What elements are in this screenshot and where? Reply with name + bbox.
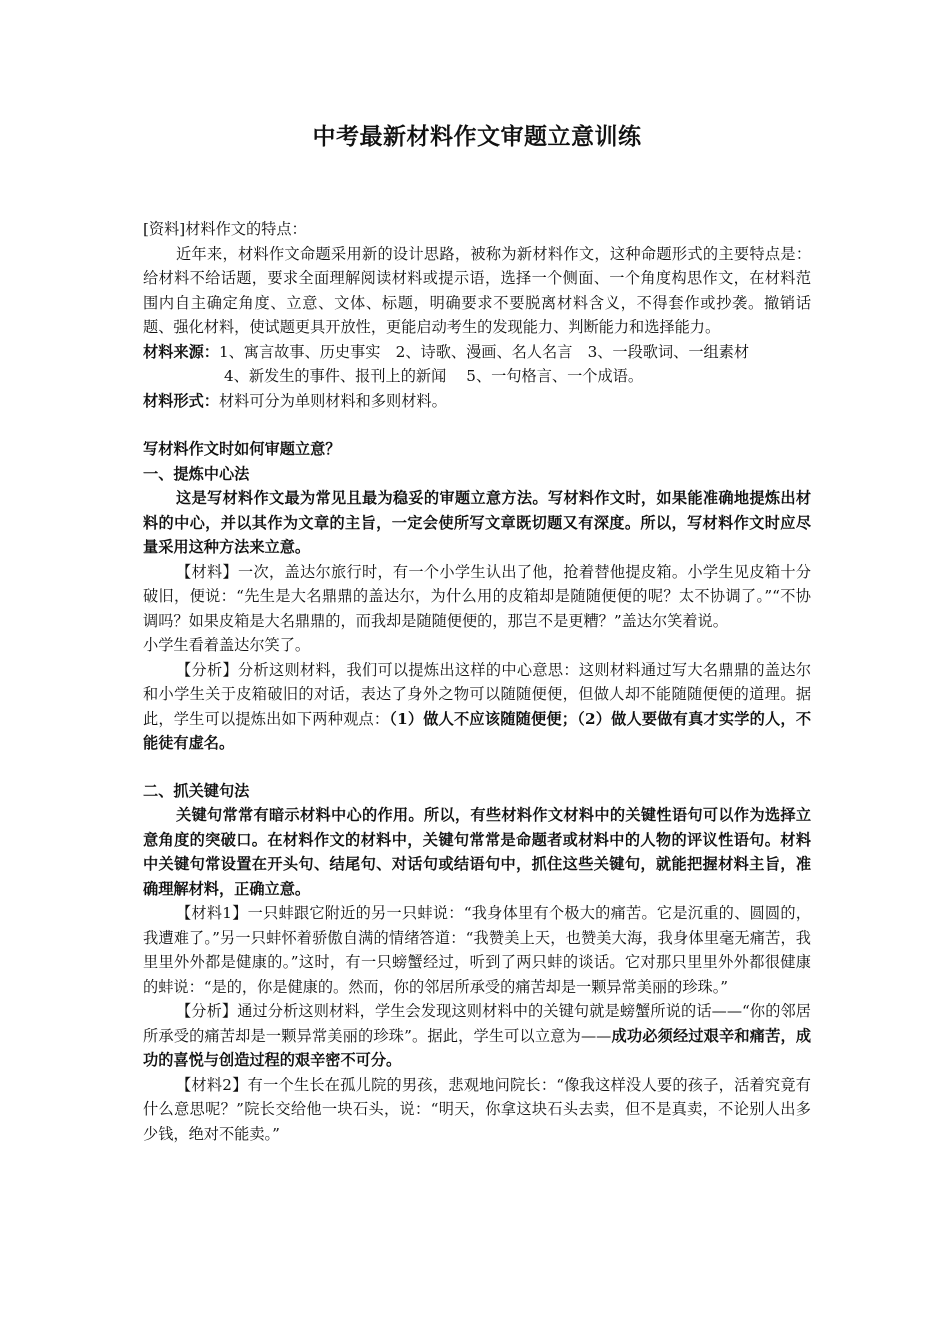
intro-heading: [资料]材料作文的特点：	[143, 220, 307, 238]
method1-lead: 这是写材料作文最为常见且最为稳妥的审题立意方法。写材料作文时，如果能准确地提炼出材料的中心，并以其作为文章的主旨，一定会使所写文章既切题又有深度。所以，写材料作文时应尽量采用这种方法来立意。	[143, 489, 811, 556]
material-source-label: 材料来源：	[143, 342, 219, 361]
method2-material-1: 【材料1】一只蚌跟它附近的另一只蚌说：“我身体里有个极大的痛苦。它是沉重的、圆圆的，我遭难了。”另一只蚌怀着骄傲自满的情绪答道：“我赞美上天，也赞美大海，我身体里毫无痛苦，我里里外外都是健康的。”这时，有一只螃蟹经过，听到了两只蚌的谈话。它对那只里里外外都很健康的蚌说：“是的，你是健康的。然而，你的邻居所承受的痛苦却是一颗异常美丽的珍珠。”	[143, 904, 811, 996]
material-form-text: 材料可分为单则材料和多则材料。	[218, 391, 447, 410]
material-source-list-1: 1、寓言故事、历史事实 2、诗歌、漫画、名人名言 3、一段歌词、一组素材	[218, 342, 750, 361]
spacer	[143, 413, 811, 437]
section-question: 写材料作文时如何审题立意？	[143, 440, 341, 458]
spacer	[143, 756, 811, 779]
method1-material: 【材料】一次，盖达尔旅行时，有一个小学生认出了他，抢着替他提皮箱。小学生见皮箱十分破旧，便说：“先生是大名鼎鼎的盖达尔，为什么用的皮箱却是随随便便的呢？太不协调了。”“不协调吗？如果皮箱是大名鼎鼎的，而我却是随随便便的，那岂不是更糟？”盖达尔笑着说。	[143, 562, 811, 630]
method2-analysis-1-conclusion: 成功必须经过艰辛和痛苦，成功的喜悦与创造过程的艰辛密不可分。	[143, 1026, 812, 1069]
material-form-line	[143, 389, 811, 414]
document-page	[143, 118, 811, 1146]
method2-lead: 关键句常常有暗示材料中心的作用。所以，有些材料作文材料中的关键性语句可以作为选择立意角度的突破口。在材料作文的材料中，关键句常常是命题者或材料中的人物的评议性语句。材料中关键句常设置在开头句、结尾句、对话句或结语句中，抓住这些关键句，就能把握材料主旨，准确理解材料，正确立意。	[143, 806, 811, 898]
material-source-line-1	[143, 340, 811, 365]
method1-analysis-conclusion: （1）做人不应该随随便便；（2）做人要做有真才实学的人，不能徒有虚名。	[143, 709, 812, 752]
method2-heading: 二、抓关键句法	[143, 781, 250, 800]
method2-analysis-1-text: 【分析】通过分析这则材料，学生会发现这则材料中的关键句就是螃蟹所说的话——“你的邻居所承受的痛苦却是一颗异常美丽的珍珠”。据此，学生可以立意为——	[143, 1002, 811, 1045]
intro-paragraph: 近年来，材料作文命题采用新的设计思路，被称为新材料作文，这种命题形式的主要特点是：给材料不给话题，要求全面理解阅读材料或提示语，选择一个侧面、一个角度构思作文，在材料范围内自主确定角度、立意、文体、标题，明确要求不要脱离材料含义，不得套作或抄袭。撤销话题、强化材料，使试题更具开放性，更能启动考生的发现能力、判断能力和选择能力。	[143, 244, 811, 336]
material-form-label: 材料形式：	[143, 391, 219, 410]
method1-analysis-text: 【分析】分析这则材料，我们可以提炼出这样的中心意思：这则材料通过写大名鼎鼎的盖达尔和小学生关于皮箱破旧的对话，表达了身外之物可以随随便便，但做人却不能随随便便的道理。据此，学生可以提炼出如下两种观点：	[143, 660, 811, 728]
method2-material-2: 【材料2】有一个生长在孤儿院的男孩，悲观地问院长：“像我这样没人要的孩子，活着究竟有什么意思呢？”院长交给他一块石头，说：“明天，你拿这块石头去卖，但不是真卖，不论别人出多少钱，绝对不能卖。”	[143, 1075, 811, 1143]
method1-analysis	[143, 658, 811, 756]
method2-analysis-1	[143, 999, 811, 1073]
method1-heading: 一、提炼中心法	[143, 464, 250, 483]
material-source-line-2: 4、新发生的事件、报刊上的新闻 5、一句格言、一个成语。	[224, 367, 644, 385]
document-title: 中考最新材料作文审题立意训练	[312, 123, 642, 150]
method1-material-end: 小学生看着盖达尔笑了。	[143, 636, 311, 654]
